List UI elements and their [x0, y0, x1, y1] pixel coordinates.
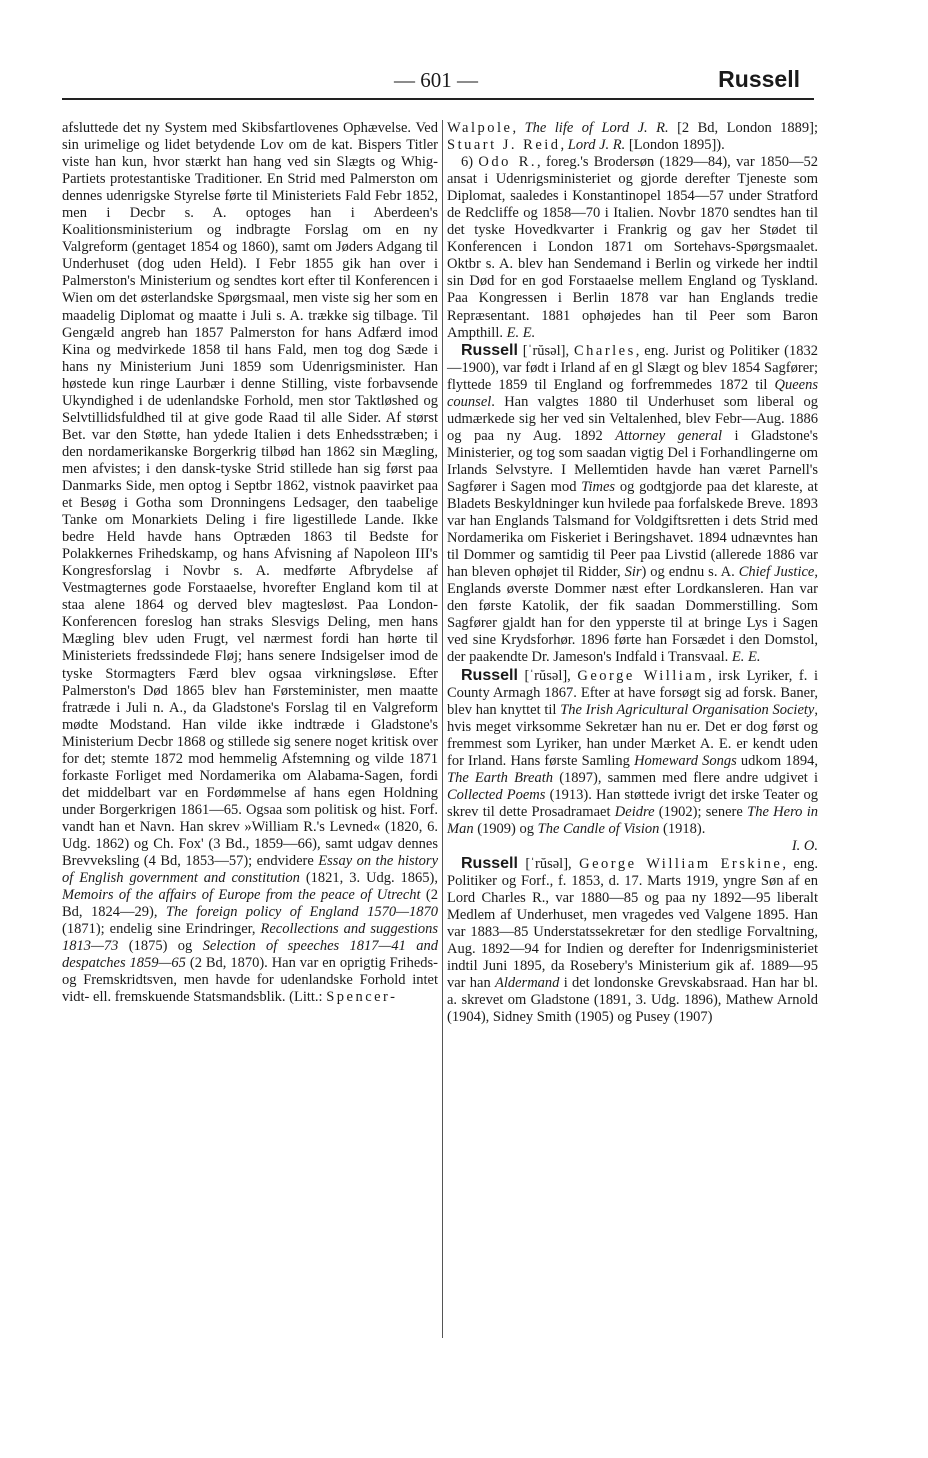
- author-name: Stuart J. Reid: [447, 137, 561, 154]
- body-text: , foreg.'s Brodersøn (1829—84), var 1850—52 ansat i Udenrigsministeriet og gjorde derefter Tjeneste som Diplomat, saaledes i Konstantinopel 1854—57 under Stratford de Redcliffe og 1858—70 i Italien. Novbr 1870 sendtes han til det tyske Hovedkvarter i Frankrig og gav her Stødet til Konferencen i London 1871 om Sortehavs-Spørgsmaalet. Oktbr s. A. blev han Sendemand i Berlin og virkede her indtil sin Død for en god Forstaaelse mellem England og Tyskland. Paa Kongressen i Berlin 1878 var han Englands tredie Repræsentant. 1881 ophøjedes han til Peer som Baron Ampthill.: [447, 154, 818, 341]
- entry-charles: [447, 342, 818, 667]
- author-name: Walpole: [447, 120, 513, 136]
- work-title: Selection of speeches 1817—41 and despatches 1859—65: [62, 938, 438, 972]
- work-title: The Candle of Vision: [537, 820, 660, 837]
- body-text: (1871); endelig sine Erindringer,: [62, 921, 261, 938]
- work-title: Recollections and suggestions 1813—73: [62, 921, 438, 955]
- body-text: ) og endnu s. A.: [641, 564, 739, 581]
- column-divider: [442, 120, 443, 1338]
- body-text: ,: [560, 137, 568, 154]
- body-text: (1875) og: [118, 938, 203, 955]
- work-title: The foreign policy of England 1570—1870: [165, 904, 438, 921]
- body-text: (1913). Han støttede ivrigt det irske Teater og skrev til dette Prosadramaet: [447, 786, 818, 820]
- entry-george-william-erskine: [447, 855, 818, 1026]
- entry-odo: [447, 154, 818, 342]
- entry-george-william: [447, 667, 818, 838]
- work-title: Chief Justice: [738, 564, 815, 581]
- pronunciation: [ˈrŭsəl],: [517, 342, 574, 359]
- author-signature: E. E.: [731, 649, 761, 666]
- work-title: Collected Poems: [447, 786, 546, 803]
- body-text: , Englands øverste Dommer næst efter Lordkansleren. Han var den første Katolik, der fik saadan Dommerstilling. Som Sagfører gjaldt han for den ypperste til at bringe Lys i Sagen ved sine Krydsforhør. 1896 førte han Forsædet i den Domstol, der paakendte Dr. Jameson's Indfald i Transvaal.: [447, 564, 818, 666]
- body-text: [London 1895]).: [625, 137, 725, 154]
- work-title: Essay on the history of English government and constitution: [62, 853, 439, 887]
- literature-continuation: [447, 120, 818, 154]
- body-text: ,: [512, 120, 525, 136]
- body-text: (1909) og: [473, 820, 538, 837]
- pronunciation: [ˈrŭsəl],: [517, 667, 578, 684]
- work-title: The life of Lord J. R.: [524, 120, 669, 136]
- work-title: The Hero in Man: [447, 803, 819, 837]
- work-title: Aldermand: [494, 975, 560, 992]
- body-text: (1821, 3. Udg. 1865),: [299, 870, 438, 887]
- body-text: afsluttede det ny System med Skibsfartlovenes Ophævelse. Ved sin urimelige og lidet betydende Lov om de kat. Bispers Titler viste han kun, hvor stærkt han hang ved sin Slægts og Whig-Partiets protestantiske Traditioner. En Strid med Palmerston om dennes udenrigske Styrelse førte til Ministeriets Fald Febr 1852, men i Decbr s. A. optoges han i Aberdeen's Koalitionsministerium og indbragte Forslag om en ny Valgreform (gentaget 1854 og 1860), samt om Jøders Adgang til Underhuset (dog uden Held). I Febr 1855 gik han over i Palmerston's Ministerium og sendtes kort efter til Konferencen i Wien om det østerlandske Spørgsmaal, men viste sig her som en maadelig Diplomat og maatte i Juli s. A. trække sig tilbage. Til Gengæld angreb han 1857 Palmerston for hans Adfærd imod Kina og medvirkede 1858 til hans Fald, men tog dog Sæde i hans ny Ministerium Juni 1859 som Udenrigsminister. Han høstede kun ringe Laurbær i denne Stilling, viste forbavsende Ukyndighed i de udenlandske Forhold, men stor Taktløshed og Selvtillidsfuldhed til at give gode Raad til alle Sider. Af størst Bet. var den Støtte, han ydede Italien i dets Enhedsstræben; i den nordamerikanske Borgerkrig tilbød han 1862 sin Mægling, men afvistes; i den dansk-tyske Strid stillede han sig først paa Danmarks Side, men optog i Septbr 1862, vistnok paavirket paa et Besøg i Gotha som Dronningens Ledsager, den taabelige Tanke om Monarkiets Deling i fire ligestillede Lande. Ikke bedre Held havde hans Optræden 1863 til Bedste for Polakkernes Frihedskamp, og hans Afvisning af Napoleon III's Kongresforslag i Novbr s. A. medførte Afbrydelse af Vestmagternes gode Forstaaelse, hvorefter England kom til at staa alene 1864 og derved blev magtesløst. Paa London-Konferencen foreslog han straks Slesvigs Deling, men hans Mægling blev uden Frugt, vel nærmest fordi han hørte til Ministeriets fredssindede Fløj; hans senere Indsigelser imod de tyske Stormagters Færd blev ogsaa virkningsløse. Efter Palmerston's Død 1865 blev han Førsteminister, men maatte fratræde i Juli n. A., da Gladstone's Forslag til en Valgreform mødte Modstand. Han vilde ikke indtræde i Gladstone's Ministerium Decbr 1868 og stillede sig senere noget kritisk over for det; stemte 1872 mod hemmelig Afstemning og vilde 1871 forkaste Forliget med Nordamerika om Alabama-Sagen, fordi det middelbart var en Fordømmelse af hans egen Holdning under Borgerkrigen 1861—65. Ogsaa som politisk og hist. Forf. vandt han et Navn. Han skrev »William R.'s Levned« (1820, 6. Udg. 1862) og Ch. Fox' (3 Bd., 1859—66), samt udgav dennes Brevveksling (4 Bd, 1853—57); endvidere: [62, 120, 438, 870]
- author-signature: I. O.: [791, 837, 818, 854]
- entry-continuation: [62, 120, 438, 1006]
- work-title: Times: [581, 478, 616, 495]
- body-text: og godtgjorde paa det klareste, at Bladets Beskyldninger kun hvilede paa forfalskede Breve. 1893 var han Englands Talsmand for Voldgiftsretten i dets Strid med Nordamerika om Fiskeriet i Beringshavet. 1894 udnævntes han til Dommer og samtidig til Peer paa Livstid (allerede 1886 var han bleven ophøjet til Ridder,: [447, 478, 818, 581]
- person-name: Charles: [573, 342, 636, 359]
- work-title: The Earth Breath: [447, 769, 554, 786]
- right-column: [447, 120, 818, 1026]
- author-signature: E. E.: [506, 324, 536, 341]
- body-text: i Gladstone's Ministerier, og tog som saadan vigtig Del i Forhandlingerne om Irlands Selvstyre. I Mellemtiden havde han været Parnell's Sagfører i Sagen mod: [447, 427, 819, 495]
- work-title: Queens counsel: [447, 376, 818, 410]
- work-title: Homeward Songs: [634, 752, 737, 769]
- work-title: Deidre: [614, 803, 655, 820]
- body-text: udkom 1894,: [736, 752, 818, 769]
- person-name: Odo R.: [478, 154, 538, 171]
- person-name: George William: [577, 667, 709, 684]
- body-text: (1902); senere: [654, 803, 748, 820]
- body-text: , irsk Lyriker, f. i County Armagh 1867. Efter at have forsøgt sig ad forsk. Baner, blev han knyttet til: [447, 667, 818, 718]
- body-text: (2 Bd, 1870). Han var en oprigtig Friheds- og Fremskridtsven, men havde for udenlandske Forhold intet vidt- ell. fremskuende Statsmandsblik. (Litt.:: [62, 955, 438, 1006]
- body-text: (2 Bd, 1824—29),: [62, 887, 438, 921]
- work-title: Attorney general: [615, 427, 722, 444]
- body-text: (1897), sammen med flere andre udgivet i: [553, 769, 818, 786]
- headword: Russell: [461, 341, 518, 359]
- page-header: [62, 64, 814, 100]
- running-head: Russell: [718, 66, 800, 92]
- body-text: . Han valgtes 1880 til Underhuset som liberal og udmærkede sig her ved sin Veltalenhed, blev Febr—Aug. 1886 og paa ny Aug. 1892: [447, 393, 818, 444]
- work-title: Lord J. R.: [567, 137, 626, 154]
- page-number: — 601 —: [394, 68, 478, 92]
- person-name: George William Erskine: [579, 856, 783, 873]
- headword: Russell: [461, 855, 518, 873]
- author-name: Spencer-: [326, 989, 398, 1006]
- pronunciation: [ˈrŭsəl],: [517, 856, 580, 873]
- body-text: , eng. Politiker og Forf., f. 1853, d. 17. Marts 1919, yngre Søn af en Lord Charles R., var 1880—85 og paa ny 1892—95 liberalt Medlem af Underhuset, men vragedes ved Valgene 1895. Han var 1883—85 Understatssekretær for den stedlige Forvaltning, Aug. 1892—94 for Indien og derefter for Indenrigsministeriet indtil Juni 1895, da Rosebery's Ministerium gik af. 1889—95 var han: [447, 856, 819, 992]
- work-title: The Irish Agricultural Organisation Society: [560, 701, 815, 718]
- body-text: , hvis meget virksomme Sekretær han nu er. Det er dog først og fremmest som Lyriker, han under Mærket A. E. er kendt uden for Irland. Hans første Samling: [447, 701, 818, 769]
- sub-entry-number: 6): [461, 154, 479, 171]
- body-text: (1918).: [659, 820, 706, 837]
- work-title: Sir: [624, 564, 642, 581]
- body-text: i det londonske Grevskabsraad. Han har bl. a. skrevet om Gladstone (1891, 3. Udg. 1896), Mathew Arnold (1904), Sidney Smith (1905) og Pusey (1907): [447, 975, 818, 1026]
- work-title: Memoirs of the affairs of Europe from the peace of Utrecht: [62, 887, 421, 904]
- body-text: [2 Bd, London 1889];: [668, 120, 819, 136]
- left-column: [62, 120, 438, 1006]
- headword: Russell: [461, 666, 518, 684]
- body-text: , eng. Jurist og Politiker (1832—1900), var født i Irland af en gl Slægt og blev 1854 Sagfører; flyttede 1859 til England og forfremmedes 1872 til: [447, 342, 818, 393]
